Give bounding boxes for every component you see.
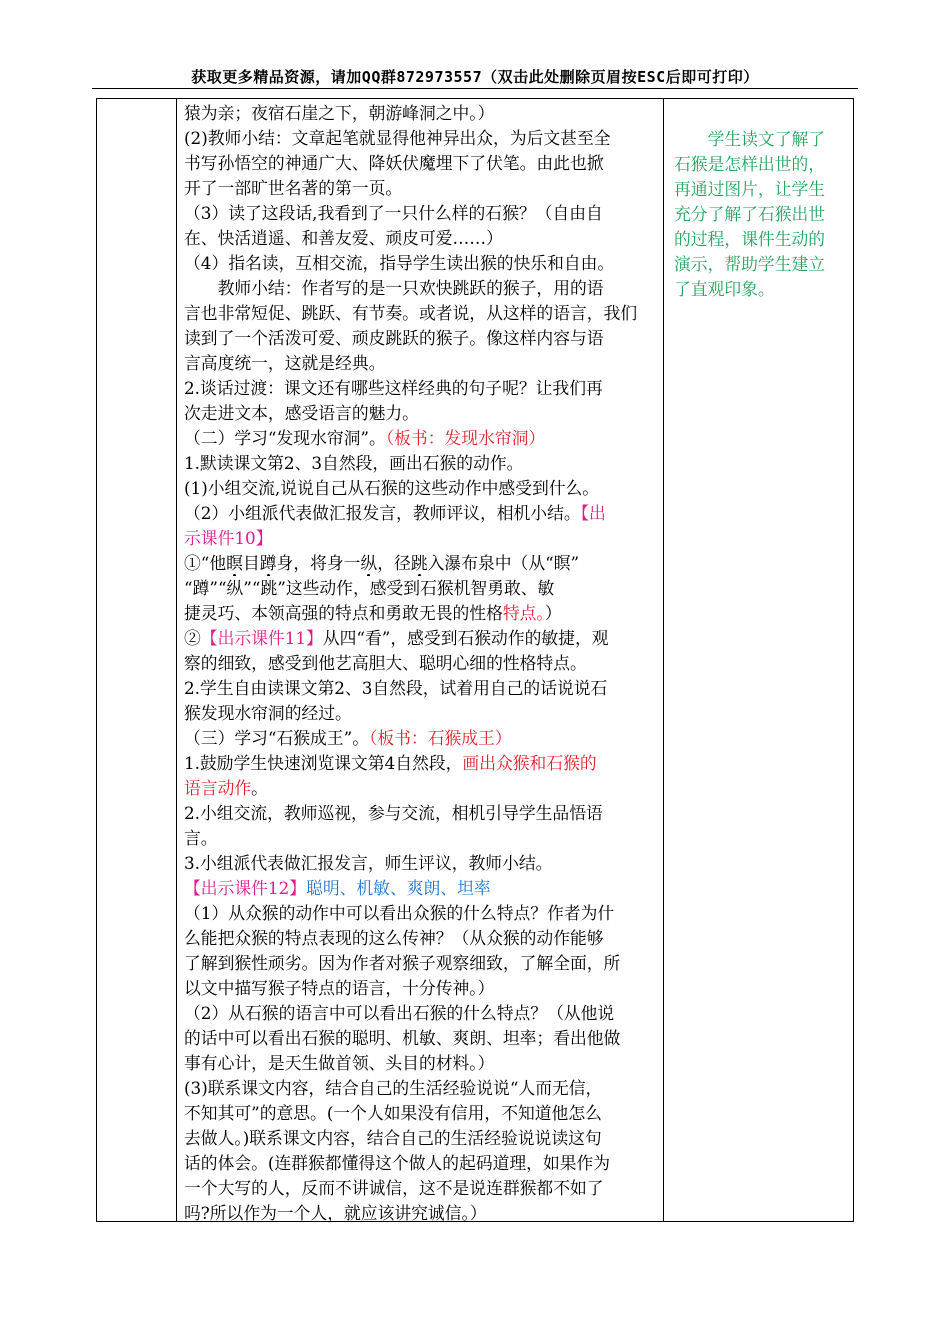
text-line: 在、快活逍遥、和善友爱、顽皮可爱……） [184, 228, 503, 248]
text-segment: ） [544, 603, 562, 623]
text-line: 的话中可以看出石猴的聪明、机敏、爽朗、坦率；看出他做 [184, 1028, 621, 1048]
design-intent-column [664, 99, 853, 1221]
page-header: 获取更多精品资源，请加QQ群872973557（双击此处删除页眉按ESC后即可打印） [191, 68, 759, 86]
courseware-tag: 示课件10】 [184, 528, 273, 548]
text-segment: （2）小组派代表做汇报发言，教师评议，相机小结。 [184, 503, 581, 523]
text-line: (2)教师小结：文章起笔就显得他神异出众，为后文甚至全 [184, 128, 611, 148]
text-line: 事有心计，是天生做首领、头目的材料。） [184, 1053, 495, 1073]
emphasis-char: 跳 [410, 553, 428, 573]
stage-column [97, 99, 177, 1221]
text-line: 言。 [184, 828, 218, 848]
text-segment: ，径 [377, 553, 411, 573]
section-title: （二）学习“发现水帘洞”。 [184, 428, 386, 448]
text-line: （4）指名读，互相交流，指导学生读出猴的快乐和自由。 [184, 253, 615, 273]
design-note-line: 的过程，课件生动的 [674, 229, 826, 249]
text-line: 猴发现水帘洞的经过。 [184, 703, 352, 723]
text-segment: 身，将身一 [276, 553, 361, 573]
text-line: 以文中描写猴子特点的语言，十分传神。） [184, 978, 495, 998]
text-line: 2.学生自由读课文第2、3自然段，试着用自己的话说说石 [184, 678, 608, 698]
design-note-line: 演示，帮助学生建立 [674, 254, 826, 274]
text-segment: 从四“看”，感受到石猴动作的敏捷，观 [322, 628, 609, 648]
design-note-line: 石猴是怎样出世的， [674, 154, 826, 174]
text-line: 2.谈话过渡：课文还有哪些这样经典的句子呢？让我们再 [184, 378, 603, 398]
text-line: （1）从众猴的动作中可以看出众猴的什么特点？作者为什 [184, 903, 615, 923]
text-line [184, 501, 659, 526]
text-line: (1)小组交流,说说自己从石猴的这些动作中感受到什么。 [184, 478, 600, 498]
text-line [184, 876, 659, 901]
highlight-text: 语言动作 [184, 778, 252, 798]
text-line: 3.小组派代表做汇报发言，师生评议，教师小结。 [184, 853, 553, 873]
courseware-tag: 【出 [580, 503, 606, 523]
text-segment: ② [184, 628, 201, 648]
text-line: 么能把众猴的特点表现的这么传神？（从众猴的动作能够 [184, 928, 604, 948]
highlight-text: 画出众猴和石猴的 [462, 753, 597, 773]
text-line: “蹲”“纵”“跳”这些动作，感受到石猴机智勇敢、敏 [184, 578, 555, 598]
text-line: 话的体会。(连群猴都懂得这个做人的起码道理，如果作为 [184, 1153, 611, 1173]
text-line: 言也非常短促、跳跃、有节奏。或者说，从这样的语言，我们 [184, 303, 638, 323]
text-line: 开了一部旷世名著的第一页。 [184, 178, 403, 198]
text-line: 教师小结：作者写的是一只欢快跳跃的猴子，用的语 [184, 278, 604, 298]
text-line [184, 551, 659, 576]
text-line: 去做人。)联系课文内容，结合自己的生活经验说说读这句 [184, 1128, 602, 1148]
board-note: （板书：石猴成王） [368, 728, 512, 748]
teaching-process-column [177, 99, 664, 1221]
board-note: （板书：发现水帘洞） [385, 428, 546, 448]
section-heading [184, 726, 659, 751]
text-segment: 捷灵巧、本领高强的特点和勇敢无畏的性格 [184, 603, 503, 623]
text-line: 察的细致，感受到他艺高胆大、聪明心细的性格特点。 [184, 653, 587, 673]
courseware-tag: 【出示课件12】 [184, 878, 307, 898]
highlight-text: 特点。 [502, 603, 545, 623]
text-line: 读到了一个活泼可爱、顽皮跳跃的猴子。像这样内容与语 [184, 328, 604, 348]
text-line: 1.默读课文第2、3自然段，画出石猴的动作。 [184, 453, 524, 473]
emphasis-char: 蹲 [259, 553, 277, 573]
text-line [184, 601, 659, 626]
text-line: （3）读了这段话,我看到了一只什么样的石猴？（自由自 [184, 203, 603, 223]
text-line [184, 776, 659, 801]
text-line: 了解到猴性顽劣。因为作者对猴子观察细致，了解全面，所 [184, 953, 621, 973]
text-line [184, 751, 659, 776]
design-note-line: 了直观印象。 [674, 279, 775, 299]
text-segment: 目 [242, 553, 260, 573]
keyword-text: 聪明、机敏、爽朗、坦率 [306, 878, 491, 898]
courseware-tag: 【出示课件11】 [200, 628, 323, 648]
text-line: （2）从石猴的语言中可以看出石猴的什么特点？（从他说 [184, 1003, 615, 1023]
design-note-line: 学生读文了解了 [674, 129, 826, 149]
text-line: 一个大写的人，反而不讲诚信，这不是说连群猴都不如了 [184, 1178, 604, 1198]
design-note-line: 充分了解了石猴出世 [674, 204, 826, 224]
text-line: 猿为亲；夜宿石崖之下，朝游峰洞之中。） [184, 103, 495, 123]
text-segment: 。 [251, 778, 268, 798]
text-segment: 入瀑布泉中（从“瞑” [427, 553, 580, 573]
text-line: 次走进文本，感受语言的魅力。 [184, 403, 419, 423]
text-line: 2.小组交流，教师巡视，参与交流，相机引导学生品悟语 [184, 803, 603, 823]
text-line [184, 626, 659, 651]
text-line: 言高度统一，这就是经典。 [184, 353, 386, 373]
text-line: (3)联系课文内容，结合自己的生活经验说说“人而无信， [184, 1078, 603, 1098]
lesson-table [96, 98, 854, 1222]
section-title: （三）学习“石猴成王”。 [184, 728, 369, 748]
text-line: 吗?所以作为一个人，就应该讲究诚信。） [184, 1203, 487, 1223]
emphasis-char: 瞑 [226, 553, 243, 573]
text-line: 书写孙悟空的神通广大、降妖伏魔埋下了伏笔。由此也掀 [184, 153, 604, 173]
section-heading [184, 426, 659, 451]
design-note-line: 再通过图片，让学生 [674, 179, 826, 199]
header-rule [92, 88, 858, 89]
emphasis-char: 纵 [360, 553, 378, 573]
text-segment: 1.鼓励学生快速浏览课文第4自然段， [184, 753, 463, 773]
text-line: 不知其可”的意思。(一个人如果没有信用，不知道他怎么 [184, 1103, 602, 1123]
text-segment: ①“他 [184, 553, 227, 573]
